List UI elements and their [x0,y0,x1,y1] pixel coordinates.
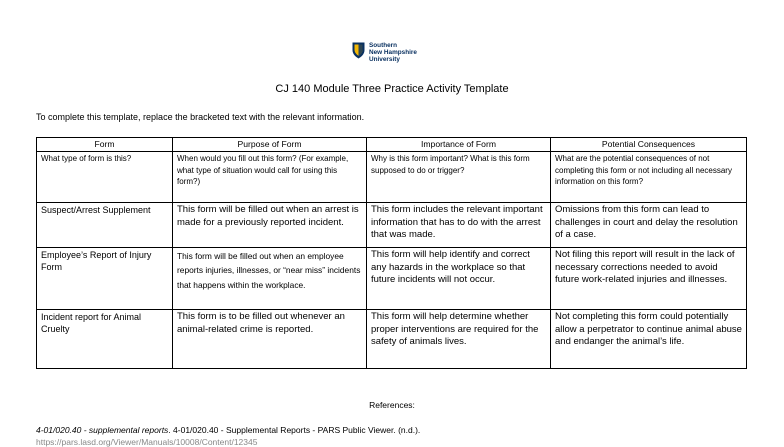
shield-icon [352,42,365,59]
consequences-cell: Not filing this report will result in the lack of necessary corrections needed to avoid future work-related injuries and illnesses. [551,248,747,310]
question-cell: Why is this form important? What is this form supposed to do or trigger? [367,152,551,203]
logo-line: New Hampshire [369,49,417,56]
reference-link: https://pars.lasd.org/Viewer/Manuals/10008/Content/12345 [36,437,258,447]
consequences-cell: Omissions from this form can lead to challenges in court and delay the resolution of a case. [551,203,747,248]
header-row [37,138,747,152]
logo-line: University [369,56,400,63]
question-cell: When would you fill out this form? (For example, what type of situation would call for using this form?) [173,152,367,203]
importance-cell: This form will help determine whether proper interventions are required for the safety of animals lives. [367,310,551,369]
purpose-cell: This form will be filled out when an arrest is made for a previously reported incident. [173,203,367,248]
reference-title: 4-01/020.40 - supplemental reports [36,425,169,435]
table-row [37,248,747,310]
column-header: Potential Consequences [551,138,747,152]
column-header: Importance of Form [367,138,551,152]
page-title: CJ 140 Module Three Practice Activity Template [275,83,509,95]
column-header: Purpose of Form [173,138,367,152]
question-row [37,152,747,203]
column-header: Form [37,138,173,152]
references-heading: References: [369,400,415,410]
template-table [36,137,747,369]
importance-cell: This form will help identify and correct any hazards in the workplace so that future incidents will not occur. [367,248,551,310]
importance-cell: This form includes the relevant important information that has to do with the arrest that was made. [367,203,551,248]
reference-detail: . 4-01/020.40 - Supplemental Reports - PARS Public Viewer. (n.d.). [168,425,421,435]
purpose-cell: This form will be filled out when an employee reports injuries, illnesses, or “near miss” incidents that happens within the workplace. [173,248,367,310]
question-cell: What type of form is this? [37,152,173,203]
question-cell: What are the potential consequences of not completing this form or not including all necessary information on this form? [551,152,747,203]
consequences-cell: Not completing this form could potentially allow a perpetrator to continue animal abuse and endanger the animal’s life. [551,310,747,369]
table-row [37,203,747,248]
logo-wordmark [369,42,417,63]
logo-line: Southern [369,42,398,49]
reference-entry [36,425,420,435]
table-row [37,310,747,369]
instructions-text: To complete this template, replace the bracketed text with the relevant information. [36,112,365,122]
form-cell: Employee’s Report of Injury Form [37,248,173,310]
purpose-cell: This form is to be filled out whenever an animal-related crime is reported. [173,310,367,369]
university-logo [352,42,417,63]
form-cell: Suspect/Arrest Supplement [37,203,173,248]
form-cell: Incident report for Animal Cruelty [37,310,173,369]
